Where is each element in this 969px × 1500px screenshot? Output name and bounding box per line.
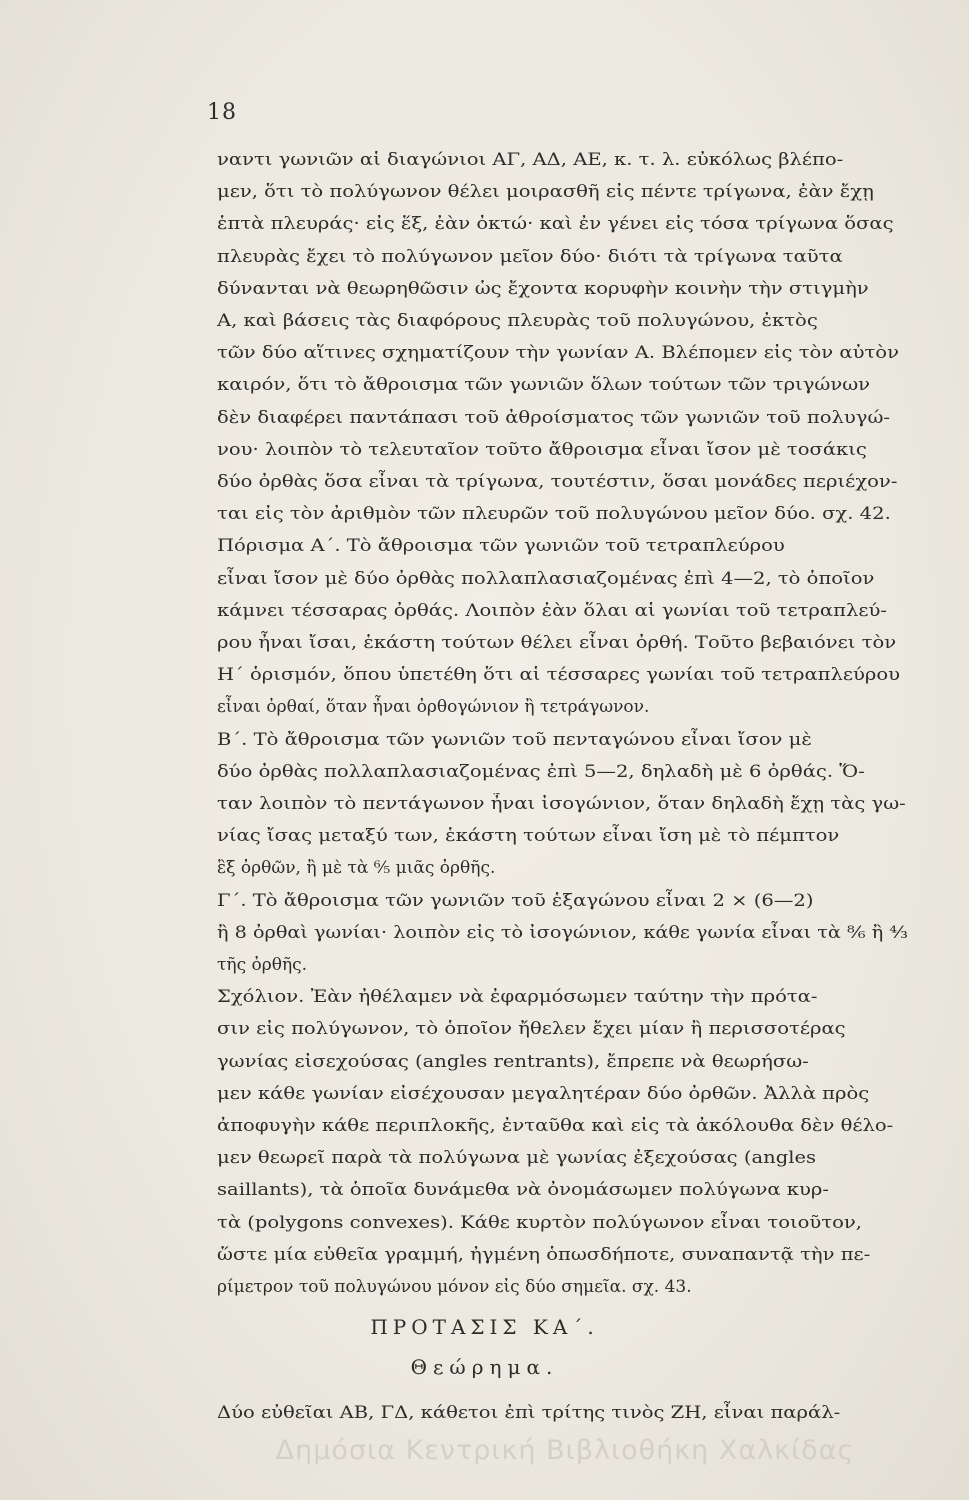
text-line: πλευρὰς ἔχει τὸ πολύγωνον μεῖον δύο· διότι τὰ τρίγωνα ταῦτα: [217, 246, 843, 267]
proposition-title: ΠΡΟΤΑΣΙΣ ΚΑ΄.: [370, 1315, 599, 1340]
text-line: δύο ὀρθὰς πολλαπλασιαζομένας ἐπὶ 5—2, δηλαδὴ μὲ 6 ὀρθάς. Ὅ-: [217, 761, 865, 782]
text-line: εἶναι ἴσον μὲ δύο ὀρθὰς πολλαπλασιαζομένας ἐπὶ 4—2, τὸ ὁποῖον: [217, 568, 875, 589]
text-line: ὥστε μία εὐθεῖα γραμμή, ἠγμένη ὁπωσδήποτε, συναπαντᾷ τὴν πε-: [217, 1244, 871, 1265]
text-line: δὲν διαφέρει παντάπασι τοῦ ἀθροίσματος τῶν γωνιῶν τοῦ πολυγώ-: [217, 407, 891, 428]
text-line: δύνανται νὰ θεωρηθῶσιν ὡς ἔχοντα κορυφὴν κοινὴν τὴν στιγμὴν: [217, 278, 869, 299]
page-number: 18: [207, 100, 237, 125]
text-line: σιν εἰς πολύγωνον, τὸ ὁποῖον ἤθελεν ἔχει μίαν ἢ περισσοτέρας: [217, 1019, 846, 1040]
theorem-label: Θεώρημα.: [410, 1355, 559, 1380]
final-text-line: Δύο εὐθεῖαι ΑΒ, ΓΔ, κάθετοι ἐπὶ τρίτης τινὸς ΖΗ, εἶναι παράλ-: [217, 1403, 841, 1424]
text-line: γωνίας εἰσεχούσας (angles rentrants), ἔπρεπε νὰ θεωρήσω-: [217, 1051, 809, 1072]
library-watermark: Δημόσια Κεντρική Βιβλιοθήκη Χαλκίδας: [275, 1435, 855, 1467]
text-line: saillants), τὰ ὁποῖα δυνάμεθα νὰ ὀνομάσωμεν πολύγωνα κυρ-: [217, 1180, 829, 1201]
text-line: ρίμετρον τοῦ πολυγώνου μόνον εἰς δύο σημεῖα. σχ. 43.: [217, 1277, 692, 1297]
text-line: κάμνει τέσσαρας ὀρθάς. Λοιπὸν ἐὰν ὅλαι αἱ γωνίαι τοῦ τετραπλεύ-: [217, 600, 887, 621]
text-line: ρου ἦναι ἴσαι, ἑκάστη τούτων θέλει εἶναι ὀρθή. Τοῦτο βεβαιόνει τὸν: [217, 633, 897, 653]
text-line: ναντι γωνιῶν αἱ διαγώνιοι ΑΓ, ΑΔ, ΑΕ, κ. τ. λ. εὐκόλως βλέπο-: [217, 150, 844, 170]
text-line: ἓξ ὀρθῶν, ἢ μὲ τὰ ⁶⁄₅ μιᾶς ὀρθῆς.: [217, 858, 496, 879]
text-line: ἢ 8 ὀρθαὶ γωνίαι· λοιπὸν εἰς τὸ ἰσογώνιον, κάθε γωνία εἶναι τὰ ⁸⁄₆ ἢ ⁴⁄₃: [217, 922, 908, 943]
text-line: ται εἰς τὸν ἀριθμὸν τῶν πλευρῶν τοῦ πολυγώνου μεῖον δύο. σχ. 42.: [217, 504, 891, 525]
text-line: εἶναι ὀρθαί, ὅταν ἦναι ὀρθογώνιον ἢ τετράγωνον.: [217, 697, 650, 718]
text-line: νίας ἴσας μεταξύ των, ἑκάστη τούτων εἶναι ἴση μὲ τὸ πέμπτον: [217, 826, 840, 847]
text-line: μεν κάθε γωνίαν εἰσέχουσαν μεγαλητέραν δύο ὀρθῶν. Ἀλλὰ πρὸς: [217, 1083, 870, 1104]
text-line: δύο ὀρθὰς ὅσα εἶναι τὰ τρίγωνα, τουτέστιν, ὅσαι μονάδες περιέχον-: [217, 472, 898, 492]
text-line: μεν θεωρεῖ παρὰ τὰ πολύγωνα μὲ γωνίας ἐξεχούσας (angles: [217, 1148, 817, 1169]
text-line: ταν λοιπὸν τὸ πεντάγωνον ἦναι ἰσογώνιον, ὅταν δηλαδὴ ἔχῃ τὰς γω-: [217, 794, 906, 814]
text-line: ἑπτὰ πλευράς· εἰς ἕξ, ἐὰν ὀκτώ· καὶ ἐν γένει εἰς τόσα τρίγωνα ὅσας: [217, 214, 894, 235]
text-line: Πόρισμα Α΄. Τὸ ἄθροισμα τῶν γωνιῶν τοῦ τετραπλεύρου: [217, 536, 785, 557]
text-line: Σχόλιον. Ἐὰν ἠθέλαμεν νὰ ἐφαρμόσωμεν ταύτην τὴν πρότα-: [217, 987, 818, 1008]
text-line: Α, καὶ βάσεις τὰς διαφόρους πλευρὰς τοῦ πολυγώνου, ἐκτὸς: [217, 311, 818, 331]
text-line: τὰ (polygons convexes). Κάθε κυρτὸν πολύγωνον εἶναι τοιοῦτον,: [217, 1212, 863, 1233]
text-line: ἀποφυγὴν κάθε περιπλοκῆς, ἐνταῦθα καὶ εἰς τὰ ἀκόλουθα δὲν θέλο-: [217, 1116, 894, 1136]
text-line: τῶν δύο αἵτινες σχηματίζουν τὴν γωνίαν Α. Βλέπομεν εἰς τὸν αὐτὸν: [217, 343, 899, 364]
text-line: Γ΄. Τὸ ἄθροισμα τῶν γωνιῶν τοῦ ἑξαγώνου εἶναι 2 × (6—2): [217, 890, 814, 911]
text-line: μεν, ὅτι τὸ πολύγωνον θέλει μοιρασθῆ εἰς πέντε τρίγωνα, ἐὰν ἔχῃ: [217, 182, 874, 203]
text-line: τῆς ὀρθῆς.: [217, 955, 308, 975]
text-line: Β΄. Τὸ ἄθροισμα τῶν γωνιῶν τοῦ πενταγώνου εἶναι ἴσον μὲ: [217, 729, 812, 750]
text-line: καιρόν, ὅτι τὸ ἄθροισμα τῶν γωνιῶν ὅλων τούτων τῶν τριγώνων: [217, 375, 871, 396]
text-line: νου· λοιπὸν τὸ τελευταῖον τοῦτο ἄθροισμα εἶναι ἴσον μὲ τοσάκις: [217, 439, 867, 460]
text-line: Η΄ ὁρισμόν, ὅπου ὑπετέθη ὅτι αἱ τέσσαρες γωνίαι τοῦ τετραπλεύρου: [217, 665, 901, 686]
